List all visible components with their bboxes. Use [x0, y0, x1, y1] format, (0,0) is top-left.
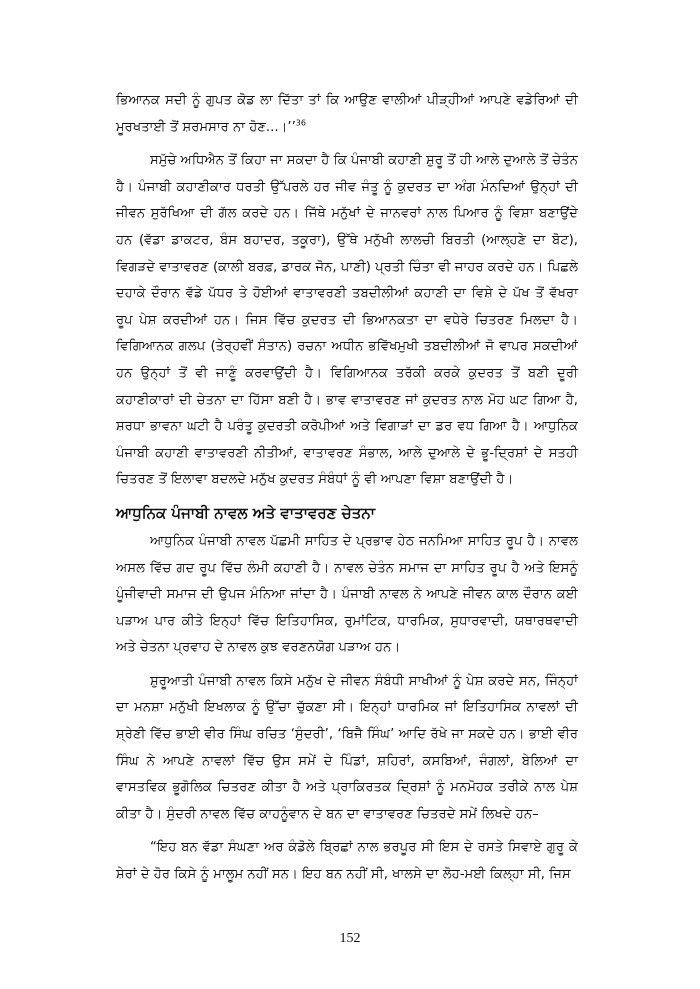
paragraph: ਸਮੁੱਚੇ ਅਧਿਐਨ ਤੋਂ ਕਿਹਾ ਜਾ ਸਕਦਾ ਹੈ ਕਿ ਪੰਜਾਬੀ ਕਹਾਣੀ ਸ਼ੁਰੂ ਤੋਂ ਹੀ ਆਲੇ ਦੁਆਲੇ ਤੋਂ ਚੇਤੰਨ ਹੈ। ਪੰਜਾਬੀ ਕਹਾਣੀਕਾਰ ਧਰਤੀ ਉੱਪਰਲੇ ਹਰ ਜੀਵ ਜੰਤੂ ਨੂੰ ਕੁਦਰਤ ਦਾ ਅੰਗ ਮੰਨਦਿਆਂ ਉਨ੍ਹਾਂ ਦੀ ਜੀਵਨ ਸੁਰੱਖਿਆ ਦੀ ਗੱਲ ਕਰਦੇ ਹਨ। ਜਿੱਥੇ ਮਨੁੱਖਾਂ ਦੇ ਜਾਨਵਰਾਂ ਨਾਲ ਪਿਆਰ ਨੂੰ ਵਿਸ਼ਾ ਬਣਾਉਂਦੇ ਹਨ (ਵੱਡਾ ਡਾਕਟਰ, ਬੰਸ ਬਹਾਦਰ, ਤਕੂਰਾ), ਉੱਥੇ ਮਨੁੱਖੀ ਲਾਲਚੀ ਬਿਰਤੀ (ਆਲ੍ਹਣੇ ਦਾ ਬੋਟ), ਵਿਗੜਦੇ ਵਾਤਾਵਰਣ (ਕਾਲੀ ਬਰਫ਼, ਡਾਰਕ ਜੋਨ, ਪਾਣੀ) ਪ੍ਰਤੀ ਚਿੰਤਾ ਵੀ ਜਾਹਰ ਕਰਦੇ ਹਨ। ਪਿਛਲੇ ਦਹਾਕੇ ਦੌਰਾਨ ਵੱਡੇ ਪੱਧਰ ਤੇ ਹੋਈਆਂ ਵਾਤਾਵਰਣੀ ਤਬਦੀਲੀਆਂ ਕਹਾਣੀ ਦਾ ਵਿਸ਼ੇ ਦੇ ਪੱਖ ਤੋਂ ਵੱਖਰਾ ਰੂਪ ਪੇਸ਼ ਕਰਦੀਆਂ ਹਨ। ਜਿਸ ਵਿੱਚ ਕੁਦਰਤ ਦੀ ਭਿਆਨਕਤਾ ਦਾ ਵਧੇਰੇ ਚਿਤਰਣ ਮਿਲਦਾ ਹੈ। ਵਿਗਿਆਨਕ ਗਲਪ (ਤੇਰ੍ਹਵੀਂ ਸੰਤਾਨ) ਰਚਨਾ ਅਧੀਨ ਭਵਿੱਖਮੁਖੀ ਤਬਦੀਲੀਆਂ ਜੋ ਵਾਪਰ ਸਕਦੀਆਂ ਹਨ ਉਨ੍ਹਾਂ ਤੋਂ ਵੀ ਜਾਣੂੰ ਕਰਵਾਉਂਦੀ ਹੈ। ਵਿਗਿਆਨਕ ਤਰੱਕੀ ਕਰਕੇ ਕੁਦਰਤ ਤੋਂ ਬਣੀ ਦੂਰੀ ਕਹਾਣੀਕਾਰਾਂ ਦੀ ਚੇਤਨਾ ਦਾ ਹਿੱਸਾ ਬਣੀ ਹੈ। ਭਾਵ ਵਾਤਾਵਰਣ ਜਾਂ ਕੁਦਰਤ ਨਾਲ ਮੋਹ ਘਟ ਗਿਆ ਹੈ, ਸ਼ਰਧਾ ਭਾਵਨਾ ਘਟੀ ਹੈ ਪਰੰਤੂ ਕੁਦਰਤੀ ਕਰੋਪੀਆਂ ਅਤੇ ਵਿਗਾੜਾਂ ਦਾ ਡਰ ਵਧ ਗਿਆ ਹੈ। ਆਧੁਨਿਕ ਪੰਜਾਬੀ ਕਹਾਣੀ ਵਾਤਾਵਰਣੀ ਨੀਤੀਆਂ, ਵਾਤਾਵਰਣ ਸੰਭਾਲ, ਆਲੇ ਦੁਆਲੇ ਦੇ ਭੂ-ਦ੍ਰਿਸ਼ਾਂ ਦੇ ਸਤਹੀ ਚਿਤਰਣ ਤੋਂ ਇਲਾਵਾ ਬਦਲਦੇ ਮਨੁੱਖ ਕੁਦਰਤ ਸੰਬੰਧਾਂ ਨੂੰ ਵੀ ਆਪਣਾ ਵਿਸ਼ਾ ਬਣਾਉਂਦੀ ਹੈ।: [116, 153, 578, 488]
page-body: [116, 88, 578, 889]
paragraph: ਸ਼ੁਰੂਆਤੀ ਪੰਜਾਬੀ ਨਾਵਲ ਕਿਸੇ ਮਨੁੱਖ ਦੇ ਜੀਵਨ ਸੰਬੰਧੀ ਸਾਖੀਆਂ ਨੂੰ ਪੇਸ਼ ਕਰਦੇ ਸਨ, ਜਿੰਨ੍ਹਾਂ ਦਾ ਮਨਸ਼ਾ ਮਨੁੱਖੀ ਇਖਲਾਕ ਨੂੰ ਉੱਚਾ ਚੁੱਕਣਾ ਸੀ। ਇਨ੍ਹਾਂ ਧਾਰਮਿਕ ਜਾਂ ਇਤਿਹਾਸਿਕ ਨਾਵਲਾਂ ਦੀ ਸ਼੍ਰੇਣੀ ਵਿੱਚ ਭਾਈ ਵੀਰ ਸਿੰਘ ਰਚਿਤ ‘ਸੁੰਦਰੀ’, ‘ਬਿਜੈ ਸਿੰਘ’ ਆਦਿ ਰੱਖੇ ਜਾ ਸਕਦੇ ਹਨ। ਭਾਈ ਵੀਰ ਸਿੰਘ ਨੇ ਆਪਣੇ ਨਾਵਲਾਂ ਵਿੱਚ ਉਸ ਸਮੇਂ ਦੇ ਪਿੰਡਾਂ, ਸ਼ਹਿਰਾਂ, ਕਸਬਿਆਂ, ਜੰਗਲਾਂ, ਬੇਲਿਆਂ ਦਾ ਵਾਸਤਵਿਕ ਭੂਗੋਲਿਕ ਚਿਤਰਣ ਕੀਤਾ ਹੈ ਅਤੇ ਪ੍ਰਾਕਿਰਤਕ ਦ੍ਰਿਸ਼ਾਂ ਨੂੰ ਮਨਮੋਹਕ ਤਰੀਕੇ ਨਾਲ ਪੇਸ਼ ਕੀਤਾ ਹੈ। ਸੁੰਦਰੀ ਨਾਵਲ ਵਿੱਚ ਕਾਹਨੂੰਵਾਨ ਦੇ ਬਨ ਦਾ ਵਾਤਾਵਰਣ ਚਿਤਰਦੇ ਸਮੇਂ ਲਿਖਦੇ ਹਨ–: [116, 673, 578, 822]
paragraph-text: ਭਿਆਨਕ ਸਦੀ ਨੂੰ ਗੁਪਤ ਕੋਡ ਲਾ ਦਿੱਤਾ ਤਾਂ ਕਿ ਆਉਣ ਵਾਲੀਆਂ ਪੀੜ੍ਹੀਆਂ ਆਪਣੇ ਵਡੇਰਿਆਂ ਦੀ ਮੂਰਖਤਾਈ ਤੋਂ ਸ਼ਰਮਸਾਰ ਨਾ ਹੋਣ...।’’: [116, 93, 578, 135]
section-heading: ਆਧੁਨਿਕ ਪੰਜਾਬੀ ਨਾਵਲ ਅਤੇ ਵਾਤਾਵਰਣ ਚੇਤਨਾ: [116, 503, 376, 522]
page-number: 152: [339, 931, 361, 946]
paragraph: ਆਧੁਨਿਕ ਪੰਜਾਬੀ ਨਾਵਲ ਪੱਛਮੀ ਸਾਹਿਤ ਦੇ ਪ੍ਰਭਾਵ ਹੇਠ ਜਨਮਿਆ ਸਾਹਿਤ ਰੂਪ ਹੈ। ਨਾਵਲ ਅਸਲ ਵਿੱਚ ਗਦ ਰੂਪ ਵਿੱਚ ਲੰਮੀ ਕਹਾਣੀ ਹੈ। ਨਾਵਲ ਚੇਤੰਨ ਸਮਾਜ ਦਾ ਸਾਹਿਤ ਰੂਪ ਹੈ ਅਤੇ ਇਸਨੂੰ ਪੂੰਜੀਵਾਦੀ ਸਮਾਜ ਦੀ ਉਪਜ ਮੰਨਿਆ ਜਾਂਦਾ ਹੈ। ਪੰਜਾਬੀ ਨਾਵਲ ਨੇ ਆਪਣੇ ਜੀਵਨ ਕਾਲ ਦੌਰਾਨ ਕਈ ਪੜਾਅ ਪਾਰ ਕੀਤੇ ਇਨ੍ਹਾਂ ਵਿੱਚ ਇਤਿਹਾਸਿਕ, ਰੁਮਾਂਟਿਕ, ਧਾਰਮਿਕ, ਸੁਧਾਰਵਾਦੀ, ਯਥਾਰਥਵਾਦੀ ਅਤੇ ਚੇਤਨਾ ਪ੍ਰਵਾਹ ਦੇ ਨਾਵਲ ਕੁਝ ਵਰਣਨਯੋਗ ਪੜਾਅ ਹਨ।: [116, 533, 578, 656]
footnote-reference: 36: [295, 118, 306, 128]
paragraph-continuation: [116, 88, 578, 141]
quote-paragraph: “ਇਹ ਬਨ ਵੱਡਾ ਸੰਘਣਾ ਅਰ ਕੰਡੋਲੇ ਬ੍ਰਿਛਾਂ ਨਾਲ ਭਰਪੂਰ ਸੀ ਇਸ ਦੇ ਰਸਤੇ ਸਿਵਾਏ ਗੁਰੂ ਕੇ ਸ਼ੇਰਾਂ ਦੇ ਹੋਰ ਕਿਸੇ ਨੂੰ ਮਾਲੂਮ ਨਹੀਂ ਸਨ। ਇਹ ਬਨ ਨਹੀਂ ਸੀ, ਖਾਲਸੇ ਦਾ ਲੋਹ-ਮਈ ਕਿਲ੍ਹਾ ਸੀ, ਜਿਸ: [116, 840, 578, 883]
